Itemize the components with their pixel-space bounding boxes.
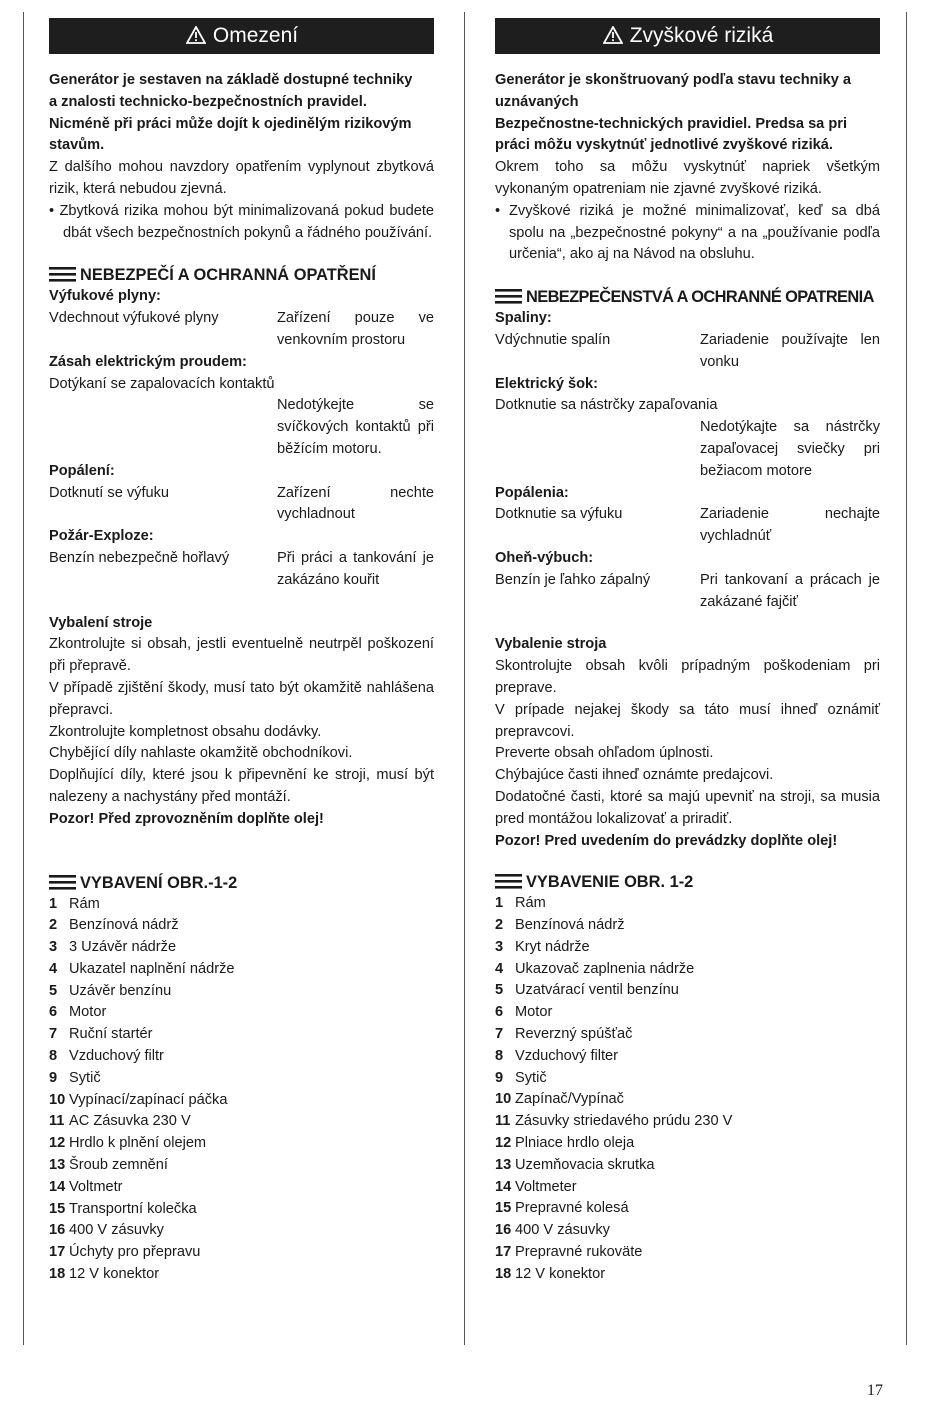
item-label: Úchyty pro přepravu [69, 1244, 201, 1261]
item-number: 14 [49, 1178, 66, 1195]
equipment-list-item [49, 1024, 434, 1046]
hazard-measure: Pri tankovaní a prácach je zakázané fajčiť [700, 571, 880, 610]
item-label: Transportní kolečka [69, 1200, 197, 1217]
equipment-list-item [49, 1068, 434, 1090]
item-number: 15 [49, 1200, 66, 1217]
equipment-list-item [49, 937, 434, 959]
intro-bold-line: práci môžu vyskytnúť jednotlivé zvyškové riziká. [495, 137, 833, 154]
czech-column [49, 18, 434, 1286]
item-number: 1 [495, 895, 504, 912]
item-label: Plniace hrdlo oleja [515, 1135, 635, 1152]
hazard-row [495, 570, 880, 614]
item-label: Kryt nádrže [515, 938, 590, 955]
equipment-list [495, 893, 880, 1285]
item-number: 3 [49, 939, 58, 956]
item-label: Prepravné rukoväte [515, 1244, 643, 1261]
item-label: Rám [515, 895, 546, 912]
unpacking-line: V prípade nejakej škody sa táto musí ihneď oznámiť prepravcovi. [495, 701, 880, 740]
hazard-cause: Vdýchnutie spalín [495, 331, 611, 348]
item-label: AC Zásuvka 230 V [69, 1113, 191, 1130]
hazard-row [49, 308, 434, 352]
item-number: 16 [495, 1222, 512, 1239]
equipment-list-item [49, 894, 434, 916]
item-number: 13 [49, 1157, 66, 1174]
hazard-measure: Zařízení pouze ve venkovním prostoru [277, 310, 434, 348]
item-number: 18 [495, 1265, 512, 1282]
hazard-measure: Nedotýkajte sa nástrčky zapaľovacej sviečky pri bežiacom motore [700, 419, 880, 479]
banner-title: Zvyškové riziká [629, 24, 774, 47]
unpacking-line: Dodatočné časti, ktoré sa majú upevniť na stroji, sa musia pred montážou lokalizovať a priradiť. [495, 788, 880, 827]
equipment-list-item [495, 915, 880, 937]
equipment-list-item [495, 1220, 880, 1242]
unpacking-line: Preverte obsah ohľadom úplnosti. [495, 745, 714, 762]
item-number: 6 [49, 1004, 58, 1021]
item-label: Vypínací/zapínací páčka [69, 1091, 228, 1108]
equipment-list-item [49, 1002, 434, 1024]
item-label: Šroub zemnění [69, 1157, 168, 1174]
item-label: Motor [69, 1004, 107, 1021]
section-menu-icon [495, 873, 522, 888]
hazards-heading: NEBEZPEČENSTVÁ A OCHRANNÉ OPATRENIA [495, 286, 880, 308]
item-number: 10 [495, 1091, 512, 1108]
equipment-list-item [49, 1264, 434, 1286]
item-number: 17 [49, 1244, 66, 1261]
hazard-title: Oheň-výbuch: [495, 549, 594, 566]
item-label: Voltmetr [69, 1178, 123, 1195]
hazard-cause: Dotknutí se výfuku [49, 484, 170, 501]
item-number: 12 [49, 1135, 66, 1152]
equipment-list-item [495, 1133, 880, 1155]
equipment-list-item [49, 915, 434, 937]
equipment-list-item [495, 1198, 880, 1220]
item-number: 5 [49, 982, 58, 999]
item-label: Sytič [515, 1069, 547, 1086]
oil-warning: Pozor! Pred uvedením do prevádzky doplňte olej! [495, 832, 838, 849]
hazard-measure: Zařízení nechte vychladnout [277, 484, 434, 523]
unpacking-section [49, 613, 434, 831]
item-label: Sytič [69, 1069, 101, 1086]
equipment-list-item [495, 1264, 880, 1286]
unpacking-line: Chýbajúce časti ihneď oznámte predajcovi. [495, 767, 774, 784]
equipment-list-item [49, 1090, 434, 1112]
item-number: 2 [49, 917, 58, 934]
item-number: 6 [495, 1004, 504, 1021]
equipment-heading: VYBAVENÍ OBR.-1-2 [49, 872, 434, 894]
hazard-title: Zásah elektrickým proudem: [49, 353, 247, 370]
intro-bold-line: Nicméně při práci může dojít k ojedinělým rizikovým [49, 115, 412, 132]
item-label: Uzávěr benzínu [69, 982, 172, 999]
item-label: Ukazatel naplnění nádrže [69, 960, 235, 977]
item-label: Uzemňovacia skrutka [515, 1156, 655, 1173]
item-label: Rám [69, 895, 100, 912]
equipment-list-item [495, 893, 880, 915]
item-label: Vzduchový filtr [69, 1048, 164, 1065]
item-number: 17 [495, 1244, 512, 1261]
item-label: Benzínová nádrž [515, 917, 625, 934]
page-number: 17 [867, 1382, 883, 1399]
item-number: 18 [49, 1266, 66, 1283]
equipment-list-item [495, 1046, 880, 1068]
item-number: 4 [495, 960, 504, 977]
residual-risks-banner [49, 18, 434, 54]
item-number: 11 [49, 1113, 65, 1130]
equipment-list-item [49, 959, 434, 981]
item-label: Hrdlo k plnění olejem [69, 1135, 207, 1152]
item-number: 1 [49, 895, 58, 912]
intro-bold-line: Bezpečnostne-technických pravidiel. Predsa sa pri [495, 115, 848, 132]
bullet-item: • Zbytková rizika mohou být minimalizovaná pokud budete dbát všech bezpečnostních pokynů a řádného používání. [49, 202, 434, 241]
item-number: 7 [49, 1026, 58, 1043]
item-number: 9 [49, 1069, 58, 1086]
item-label: 12 V konektor [515, 1265, 606, 1282]
section-menu-icon [49, 266, 76, 281]
hazard-cause: Dotknutie sa výfuku [495, 506, 623, 523]
hazard-row [495, 504, 880, 548]
item-number: 4 [49, 960, 58, 977]
item-number: 3 [495, 938, 504, 955]
section-menu-icon [495, 288, 522, 303]
item-number: 16 [49, 1222, 66, 1239]
hazard-measure: Nedotýkejte se svíčkových kontaktů při běžícím motoru. [277, 397, 434, 457]
left-margin-rule [23, 12, 24, 1345]
unpacking-title: Vybalení stroje [49, 614, 153, 631]
hazards-heading: NEBEZPEČÍ A OCHRANNÁ OPATŘENÍ [49, 264, 434, 286]
item-number: 10 [49, 1091, 66, 1108]
item-number: 12 [495, 1135, 512, 1152]
item-number: 14 [495, 1178, 512, 1195]
hazard-measure: Zariadenie používajte len vonku [700, 331, 880, 370]
banner-title: Omezení [212, 24, 299, 47]
hazard-cause: Dotknutie sa nástrčky zapaľovania [495, 397, 718, 414]
item-label: Motor [515, 1004, 553, 1021]
equipment-list-item [49, 1199, 434, 1221]
unpacking-line: Chybějící díly nahlaste okamžitě obchodníkovi. [49, 745, 353, 762]
warning-triangle-icon [602, 20, 624, 56]
section-menu-icon [49, 874, 76, 889]
item-number: 15 [495, 1200, 512, 1217]
intro-text: Okrem toho sa môžu vyskytnúť napriek všetkým vykonaným opatreniam nie zjavné zvyškové riziká. [495, 159, 880, 197]
intro-bold-line: uznávaných [495, 93, 579, 110]
hazard-title: Spaliny: [495, 310, 552, 327]
item-number: 2 [495, 917, 504, 934]
equipment-list-item [49, 1155, 434, 1177]
equipment-list-item [49, 1111, 434, 1133]
right-margin-rule [906, 12, 907, 1345]
item-number: 9 [495, 1069, 504, 1086]
unpacking-line: Zkontrolujte kompletnost obsahu dodávky. [49, 723, 322, 740]
hazard-title: Popálení: [49, 462, 115, 479]
item-number: 13 [495, 1156, 512, 1173]
equipment-list-item [495, 1155, 880, 1177]
equipment-list-item [495, 1177, 880, 1199]
equipment-heading: VYBAVENIE OBR. 1-2 [495, 871, 880, 893]
item-label: Vzduchový filter [515, 1047, 619, 1064]
item-label: Zapínač/Vypínač [515, 1091, 624, 1108]
equipment-list [49, 894, 434, 1286]
unpacking-section [495, 634, 880, 852]
residual-risks-banner [495, 18, 880, 54]
item-label: Benzínová nádrž [69, 917, 179, 934]
equipment-list-item [495, 1068, 880, 1090]
item-label: 400 V zásuvky [69, 1222, 164, 1239]
hazard-row [49, 395, 434, 460]
intro-text: Z dalšího mohou navzdory opatřením vyplynout zbytková rizik, která nebudou zjevná. [49, 159, 434, 197]
item-label: 12 V konektor [69, 1266, 160, 1283]
equipment-list-item [495, 1024, 880, 1046]
item-label: Ukazovač zaplnenia nádrže [515, 960, 695, 977]
hazard-cause: Benzín nebezpečně hořlavý [49, 549, 230, 566]
item-label: Ruční startér [69, 1026, 153, 1043]
hazard-row [495, 330, 880, 374]
equipment-list-item [49, 1046, 434, 1068]
hazard-row [49, 548, 434, 592]
item-label: Prepravné kolesá [515, 1200, 629, 1217]
equipment-list-item [495, 1111, 880, 1133]
equipment-list-item [49, 1133, 434, 1155]
item-number: 7 [495, 1026, 504, 1043]
item-label: Zásuvky striedavého prúdu 230 V [515, 1113, 733, 1130]
equipment-list-item [495, 980, 880, 1002]
intro-bold-line: Generátor je sestaven na základě dostupné techniky [49, 72, 413, 88]
center-divider-rule [464, 12, 465, 1345]
item-number: 5 [495, 982, 504, 999]
equipment-list-item [49, 1220, 434, 1242]
equipment-list-item [49, 981, 434, 1003]
hazard-cause: Dotýkaní se zapalovacích kontaktů [49, 375, 275, 392]
item-number: 8 [49, 1048, 58, 1065]
slovak-column [495, 18, 880, 1286]
equipment-list-item [49, 1242, 434, 1264]
equipment-list-item [495, 1242, 880, 1264]
intro-bold-line: stavům. [49, 137, 105, 154]
bullet-item: • Zvyškové riziká je možné minimalizovať, keď sa dbá spolu na „bezpečnostné pokyny“ a na „používanie podľa určenia“, ako aj na Návod na obsluhu. [495, 202, 880, 263]
hazard-title: Požár-Exploze: [49, 528, 154, 545]
unpacking-line: V případě zjištění škody, musí tato být okamžitě nahlášena přepravci. [49, 679, 434, 718]
item-number: 8 [495, 1047, 504, 1064]
hazard-row [49, 483, 434, 527]
equipment-list-item [495, 937, 880, 959]
unpacking-line: Zkontrolujte si obsah, jestli eventuelně neutrpěl poškození při přepravě. [49, 636, 434, 675]
unpacking-line: Doplňující díly, které jsou k připevnění ke stroji, musí být nalezeny a nachystány před montáží. [49, 767, 434, 805]
item-label: 3 Uzávěr nádrže [69, 939, 177, 956]
equipment-list-item [49, 1177, 434, 1199]
hazard-title: Výfukové plyny: [49, 288, 161, 305]
item-label: Uzatvárací ventil benzínu [515, 982, 679, 999]
intro-bold-line: a znalosti technicko-bezpečnostních pravidel. [49, 93, 367, 110]
item-label: Voltmeter [515, 1178, 577, 1195]
item-label: Reverzný spúšťač [515, 1026, 633, 1043]
item-number: 11 [495, 1113, 511, 1130]
equipment-list-item [495, 1002, 880, 1024]
warning-triangle-icon [185, 20, 207, 56]
intro-bold-line: Generátor je skonštruovaný podľa stavu techniky a [495, 72, 851, 88]
equipment-list-item [495, 959, 880, 981]
equipment-list-item [495, 1089, 880, 1111]
hazard-row [495, 417, 880, 482]
hazard-measure: Při práci a tankování je zakázáno kouřit [277, 549, 434, 588]
hazard-cause: Vdechnout výfukové plyny [49, 310, 219, 327]
hazard-title: Popálenia: [495, 484, 569, 501]
hazard-measure: Zariadenie nechajte vychladnúť [700, 506, 880, 545]
oil-warning: Pozor! Před zprovozněním doplňte olej! [49, 810, 324, 827]
hazard-cause: Benzín je ľahko zápalný [495, 571, 651, 588]
item-label: 400 V zásuvky [515, 1222, 610, 1239]
hazard-title: Elektrický šok: [495, 375, 599, 392]
unpacking-line: Skontrolujte obsah kvôli prípadným poškodeniam pri preprave. [495, 658, 880, 696]
unpacking-title: Vybalenie stroja [495, 636, 607, 653]
